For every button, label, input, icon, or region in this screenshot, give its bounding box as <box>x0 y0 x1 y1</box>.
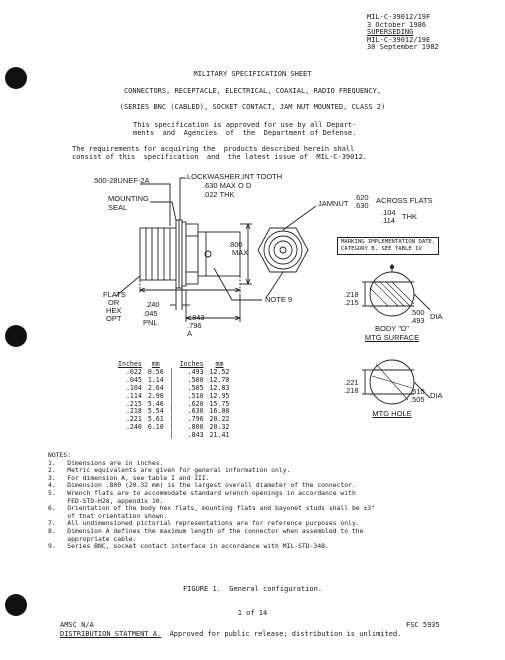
table-separator: | <box>169 399 174 408</box>
figure-caption: FIGURE 1. General configuration. <box>182 585 323 593</box>
dimension-a-label: A <box>187 329 193 338</box>
across-flats-label: ACROSS FLATS <box>376 196 433 205</box>
length-dim-1: .843 <box>190 313 205 322</box>
jamnut-dim-2: .630 <box>354 201 369 210</box>
body-d-dia-label: DIA <box>430 312 443 321</box>
sheet-subtitle: CONNECTORS, RECEPTACLE, ELECTRICAL, COAXIAL, RADIO FREQUENCY, <box>123 87 382 95</box>
note-item: 2. Metric equivalents are given for general information only. <box>48 466 291 475</box>
note-item: FED-STD-H28, appendix 10. <box>48 496 164 505</box>
table-separator: | <box>169 383 174 392</box>
table-separator: | <box>169 423 174 432</box>
hole-dim-2: .218 <box>344 386 359 395</box>
note-item: 5. Wrench flats are to accommodate standard wrench openings in accordance with <box>48 488 356 497</box>
jamnut-dim-1: .620 <box>354 193 369 202</box>
body-d-caption: BODY "D" <box>375 324 409 333</box>
dimension-cell: .022 <box>125 367 142 376</box>
body-d-dim-2: .215 <box>344 298 359 307</box>
note-item: 8. Dimension A defines the maximum length of the connector when assembled to the <box>48 526 364 535</box>
dimension-cell: .796 <box>187 415 204 424</box>
dimension-cell: .104 <box>125 383 142 392</box>
dimension-cell: 12.95 <box>209 391 230 400</box>
dimension-cell: 0.56 <box>147 367 164 376</box>
dimension-table-row <box>115 432 232 440</box>
thread-label: .500-28UNEF-2A <box>92 176 150 185</box>
dimension-cell: 5.54 <box>147 407 164 416</box>
amsc-label: AMSC N/A <box>60 621 94 629</box>
dimension-cell: .221 <box>125 415 142 424</box>
flats-opt-label: OPT <box>106 314 122 323</box>
dimension-table <box>115 361 232 440</box>
body-d-dia-2: .493 <box>410 316 425 325</box>
dimension-cell: .114 <box>125 391 142 400</box>
old-spec-date: 30 September 1982 <box>367 43 439 51</box>
note-item: 3. For dimension A, see table I and III. <box>48 473 210 482</box>
flats-hex-label: HEX <box>106 306 122 315</box>
spec-date: 3 October 1986 <box>367 20 427 29</box>
seal-label: SEAL <box>108 203 128 212</box>
approval-line-1: This specification is approved for use by all Depart- <box>133 121 357 129</box>
table-separator: | <box>169 375 174 384</box>
notes-heading: NOTES: <box>48 451 72 459</box>
dimension-cell: .500 <box>187 375 204 384</box>
note-item: 7. All undimensioned pictorial representations are for reference purposes only. <box>48 519 360 528</box>
dimension-cell: 12.52 <box>209 367 230 376</box>
lockwasher-od-label: .630 MAX O D <box>203 181 252 190</box>
requirements-line-1: The requirements for acquiring the products described herein shall <box>72 145 355 153</box>
marking-line-2: CATEGORY B, SEE TABLE IV <box>341 246 422 252</box>
lockwasher-label: LOCKWASHER,INT TOOTH <box>187 172 283 181</box>
note-item: appropriate cable. <box>48 534 137 543</box>
dimension-cell: .493 <box>187 367 204 376</box>
hole-dia-label: DIA <box>430 391 443 400</box>
length-dim-2: .796 <box>187 321 202 330</box>
table-separator: | <box>169 391 174 400</box>
dimension-cell: .843 <box>187 431 204 440</box>
mtg-surface-caption: MTG SURFACE <box>364 333 420 342</box>
table-separator: | <box>169 431 174 440</box>
note-item: 4. Dimension .800 (20.32 mm) is the largest overall diameter of the connector. <box>48 481 356 490</box>
dimension-cell: .045 <box>125 375 142 384</box>
hole-dim-1: .221 <box>344 378 359 387</box>
table-separator: | <box>169 415 174 424</box>
mtg-hole-caption: MTG HOLE <box>372 409 412 418</box>
mounting-label: MOUNTING <box>108 194 149 203</box>
distribution-text: Approved for public release; distribution is unlimited. <box>169 630 402 638</box>
dimension-cell: .510 <box>187 391 204 400</box>
dimension-cell: .215 <box>125 399 142 408</box>
sheet-subtitle-2: (SERIES BNC (CABLED), SOCKET CONTACT, JAM NUT MOUNTED, CLASS 2) <box>119 103 386 111</box>
dimension-cell: 1.14 <box>147 375 164 384</box>
requirements-line-2: consist of this specification and the latest issue of MIL-C-39012. <box>72 153 368 161</box>
max-label: MAX <box>232 248 249 257</box>
max-dia-dim: .800 <box>228 240 243 249</box>
distribution-statement <box>60 630 401 639</box>
thk-label: THK <box>402 212 417 221</box>
col-inches-2: Inches <box>179 360 204 368</box>
page-number: 1 of 14 <box>237 609 268 617</box>
hex-jamnut-outline <box>258 228 308 272</box>
dimension-cell: 20.32 <box>209 423 230 432</box>
marking-implementation-box <box>337 237 439 255</box>
distribution-label: DISTRIBUTION STATMENT A. <box>60 630 162 638</box>
approval-line-2: ments and Agencies of the Department of Defense. <box>133 129 357 137</box>
fsc-label: FSC 5935 <box>406 621 440 629</box>
sheet-title: MILITARY SPECIFICATION SHEET <box>193 70 312 78</box>
marking-line-1: MARKING IMPLEMENTATION DATE, <box>341 239 436 245</box>
flats-label: FLATS <box>103 290 126 299</box>
dimension-cell <box>145 432 167 440</box>
notes-section <box>48 452 375 551</box>
spec-header <box>367 14 439 52</box>
body-d-dia-1: .500 <box>410 308 425 317</box>
dimension-cell: 6.10 <box>147 423 164 432</box>
dimension-cell: 12.70 <box>209 375 230 384</box>
thk-dim-1: .104 <box>381 208 396 217</box>
pnl-label: PNL <box>143 318 158 327</box>
hole-dia-1: .510 <box>410 387 425 396</box>
col-mm: mm <box>151 360 160 368</box>
thk-dim-2: .114 <box>381 216 396 225</box>
superseding-label: SUPERSEDING <box>367 28 414 36</box>
dimension-cell: 15.75 <box>209 399 230 408</box>
flats-or-label: OR <box>108 298 120 307</box>
lockwasher-thk-label: .022 THK <box>203 190 235 199</box>
note-item: 9. Series BNC, socket contact interface in accordance with MIL-STD-348. <box>48 542 329 551</box>
note-item: 1. Dimensions are in inches. <box>48 458 164 467</box>
dimension-cell: .630 <box>187 407 204 416</box>
dimension-cell: 5.46 <box>147 399 164 408</box>
table-separator: | <box>169 367 174 376</box>
dimension-cell: .218 <box>125 407 142 416</box>
dimension-cell: 2.90 <box>147 391 164 400</box>
dimension-cell: 16.00 <box>209 407 230 416</box>
col-mm-2: mm <box>215 360 224 368</box>
dimension-cell: .505 <box>187 383 204 392</box>
note9-callout: NOTE 9 <box>265 295 293 304</box>
dimension-cell <box>115 432 145 440</box>
pnl-dim-1: .240 <box>145 300 160 309</box>
dimension-cell: .800 <box>187 423 204 432</box>
hole-dia-2: .505 <box>410 395 425 404</box>
old-spec-number: MIL-C-39012/19E <box>367 35 431 44</box>
dimension-cell: 2.64 <box>147 383 164 392</box>
note-item: 6. Orientation of the body hex flats, mounting flats and bayonet studs shall be ±3° <box>48 504 376 513</box>
col-inches: Inches <box>118 360 142 368</box>
dimension-cell: .620 <box>187 399 204 408</box>
dimension-cell: 12.83 <box>209 383 230 392</box>
spec-number: MIL-C-39012/19F <box>367 13 431 21</box>
note-item: of that orientation shown. <box>48 511 168 520</box>
table-separator: | <box>169 407 174 416</box>
pnl-dim-2: .045 <box>143 309 158 318</box>
body-d-dim-1: .218 <box>344 290 359 299</box>
dimension-cell: 5.61 <box>147 415 164 424</box>
dimension-cell: .240 <box>125 423 142 432</box>
jamnut-label: JAMNUT <box>318 199 349 208</box>
dimension-cell: 21.41 <box>209 431 230 440</box>
dimension-cell: 20.22 <box>209 415 230 424</box>
